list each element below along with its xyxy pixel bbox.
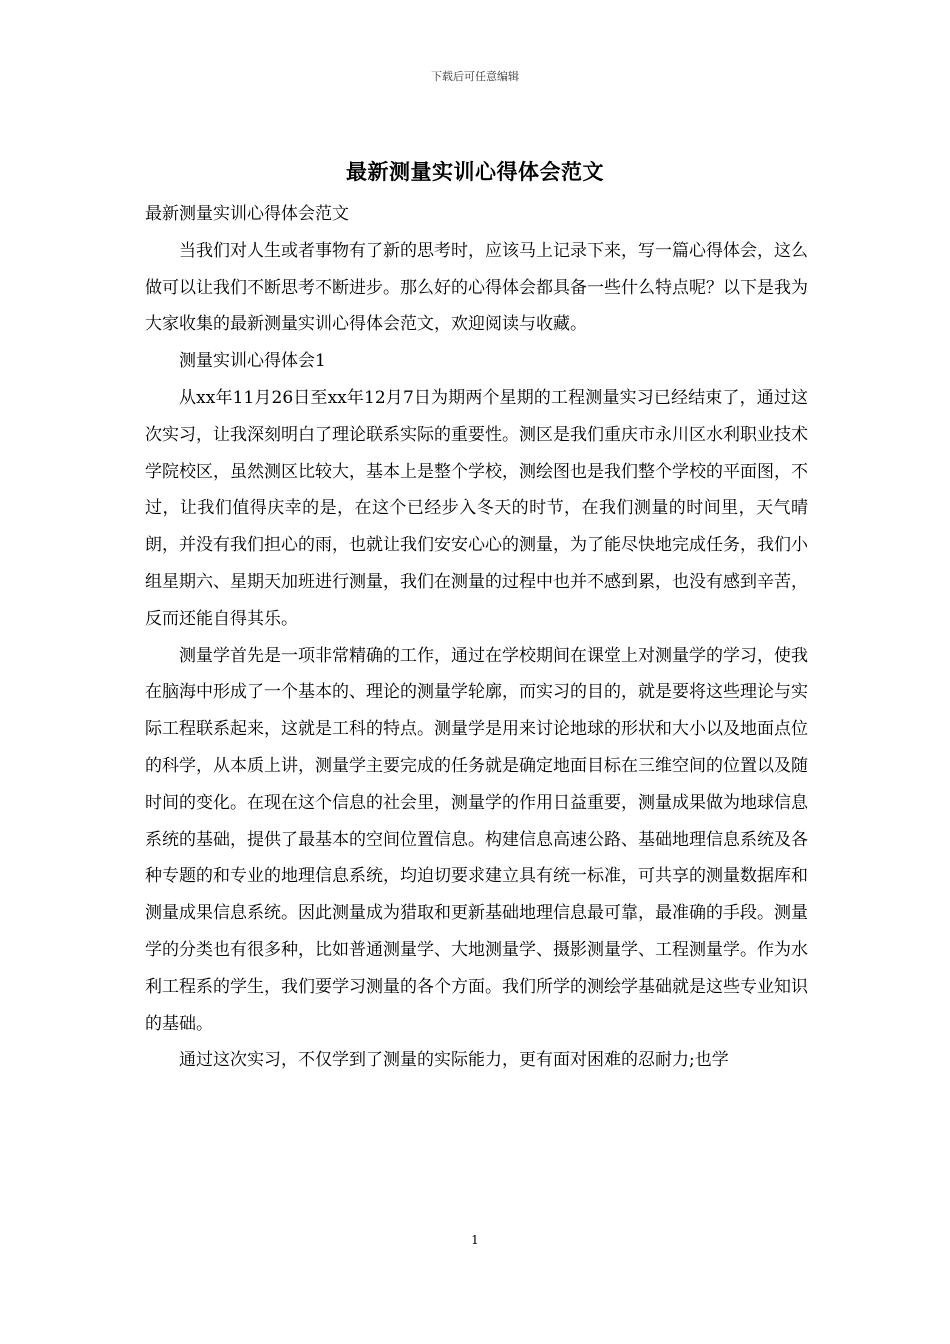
page-number: 1 bbox=[471, 1233, 479, 1247]
body-paragraph: 从xx年11月26日至xx年12月7日为期两个星期的工程测量实习已经结束了，通过这次实习，让我深刻明白了理论联系实际的重要性。测区是我们重庆市永川区水利职业技术学院校区，虽然测区比较大，基本上是整个学校，测绘图也是我们整个学校的平面图，不过，让我们值得庆幸的是，在这个已经步入冬天的时节，在我们测量的时间里，天气晴朗，并没有我们担心的雨，也就让我们安安心心的测量，为了能尽快地完成任务，我们小组星期六、星期天加班进行测量，我们在测量的过程中也并不感到累，也没有感到辛苦，反而还能自得其乐。 bbox=[145, 387, 808, 629]
subtitle-line: 最新测量实训心得体会范文 bbox=[145, 204, 349, 224]
document-title: 最新测量实训心得体会范文 bbox=[346, 159, 604, 184]
header-note: 下载后可任意编辑 bbox=[431, 70, 519, 83]
section-heading: 测量实训心得体会1 bbox=[179, 351, 326, 372]
intro-paragraph: 当我们对人生或者事物有了新的思考时，应该马上记录下来，写一篇心得体会，这么做可以让我们不断思考不断进步。那么好的心得体会都具备一些什么特点呢？以下是我为大家收集的最新测量实训心得体会范文，欢迎阅读与收藏。 bbox=[145, 240, 808, 335]
body-paragraph: 通过这次实习，不仅学到了测量的实际能力，更有面对困难的忍耐力;也学 bbox=[179, 1050, 729, 1071]
body-paragraph: 测量学首先是一项非常精确的工作，通过在学校期间在课堂上对测量学的学习，使我在脑海中形成了一个基本的、理论的测量学轮廓，而实习的目的，就是要将这些理论与实际工程联系起来，这就是工科的特点。测量学是用来讨论地球的形状和大小以及地面点位的科学，从本质上讲，测量学主要完成的任务就是确定地面目标在三维空间的位置以及随时间的变化。在现在这个信息的社会里，测量学的作用日益重要，测量成果做为地球信息系统的基础，提供了最基本的空间位置信息。构建信息高速公路、基础地理信息系统及各种专题的和专业的地理信息系统，均迫切要求建立具有统一标准，可共享的测量数据库和测量成果信息系统。因此测量成为猎取和更新基础地理信息最可靠，最准确的手段。测量学的分类也有很多种，比如普通测量学、大地测量学、摄影测量学、工程测量学。作为水利工程系的学生，我们要学习测量的各个方面。我们所学的测绘学基础就是这些专业知识的基础。 bbox=[145, 645, 808, 1034]
document-body bbox=[145, 196, 808, 1079]
